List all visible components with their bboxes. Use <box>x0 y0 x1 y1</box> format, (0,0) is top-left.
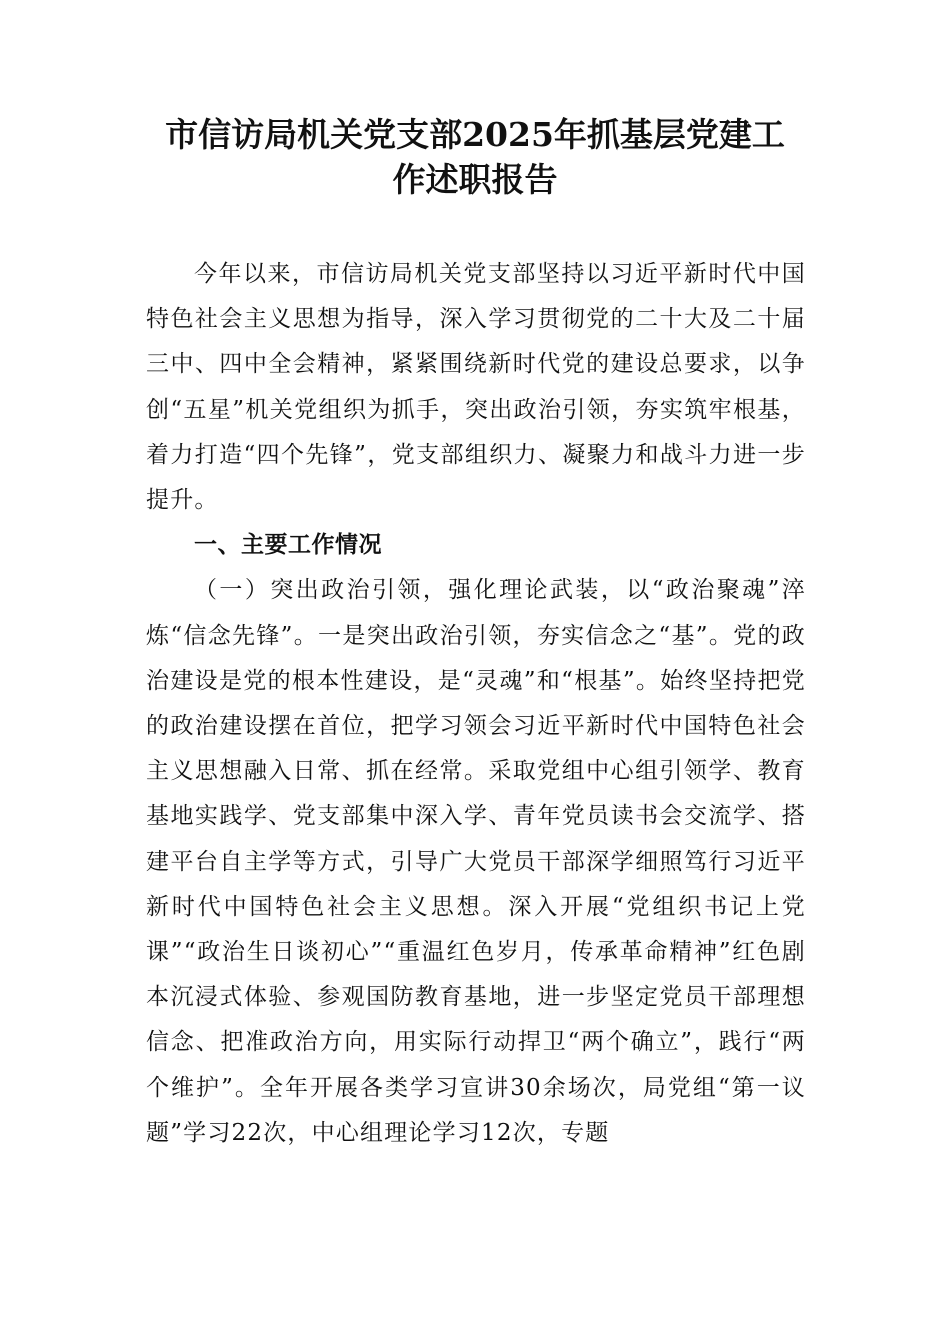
title-line-1: 市信访局机关党支部2025年抓基层党建工 <box>165 115 785 154</box>
section-1-paragraph-1: （一）突出政治引领，强化理论武装，以“政治聚魂”淬炼“信念先锋”。一是突出政治引领，夯实信念之“基”。党的政治建设是党的根本性建设，是“灵魂”和“根基”。始终坚持把党的政治建设摆在首位，把学习领会习近平新时代中国特色社会主义思想融入日常、抓在经常。采取党组中心组引领学、教育基地实践学、党支部集中深入学、青年党员读书会交流学、搭建平台自主学等方式，引导广大党员干部深学细照笃行习近平新时代中国特色社会主义思想。深入开展“党组织书记上党课”“政治生日谈初心”“重温红色岁月，传承革命精神”红色剧本沉浸式体验、参观国防教育基地，进一步坚定党员干部理想信念、把准政治方向，用实际行动捍卫“两个确立”，践行“两个维护”。全年开展各类学习宣讲30余场次，局党组“第一议题”学习22次，中心组理论学习12次，专题 <box>146 577 806 1146</box>
title-line-2: 作述职报告 <box>392 160 558 199</box>
section-heading-main-work: 一、主要工作情况 <box>194 532 382 559</box>
intro-paragraph: 今年以来，市信访局机关党支部坚持以习近平新时代中国特色社会主义思想为指导，深入学习贯彻党的二十大及二十届三中、四中全会精神，紧紧围绕新时代党的建设总要求，以争创“五星”机关党组织为抓手，突出政治引领，夯实筑牢根基，着力打造“四个先锋”，党支部组织力、凝聚力和战斗力进一步提升。 <box>146 261 806 514</box>
document-title <box>100 112 850 202</box>
document-body <box>146 252 806 1156</box>
